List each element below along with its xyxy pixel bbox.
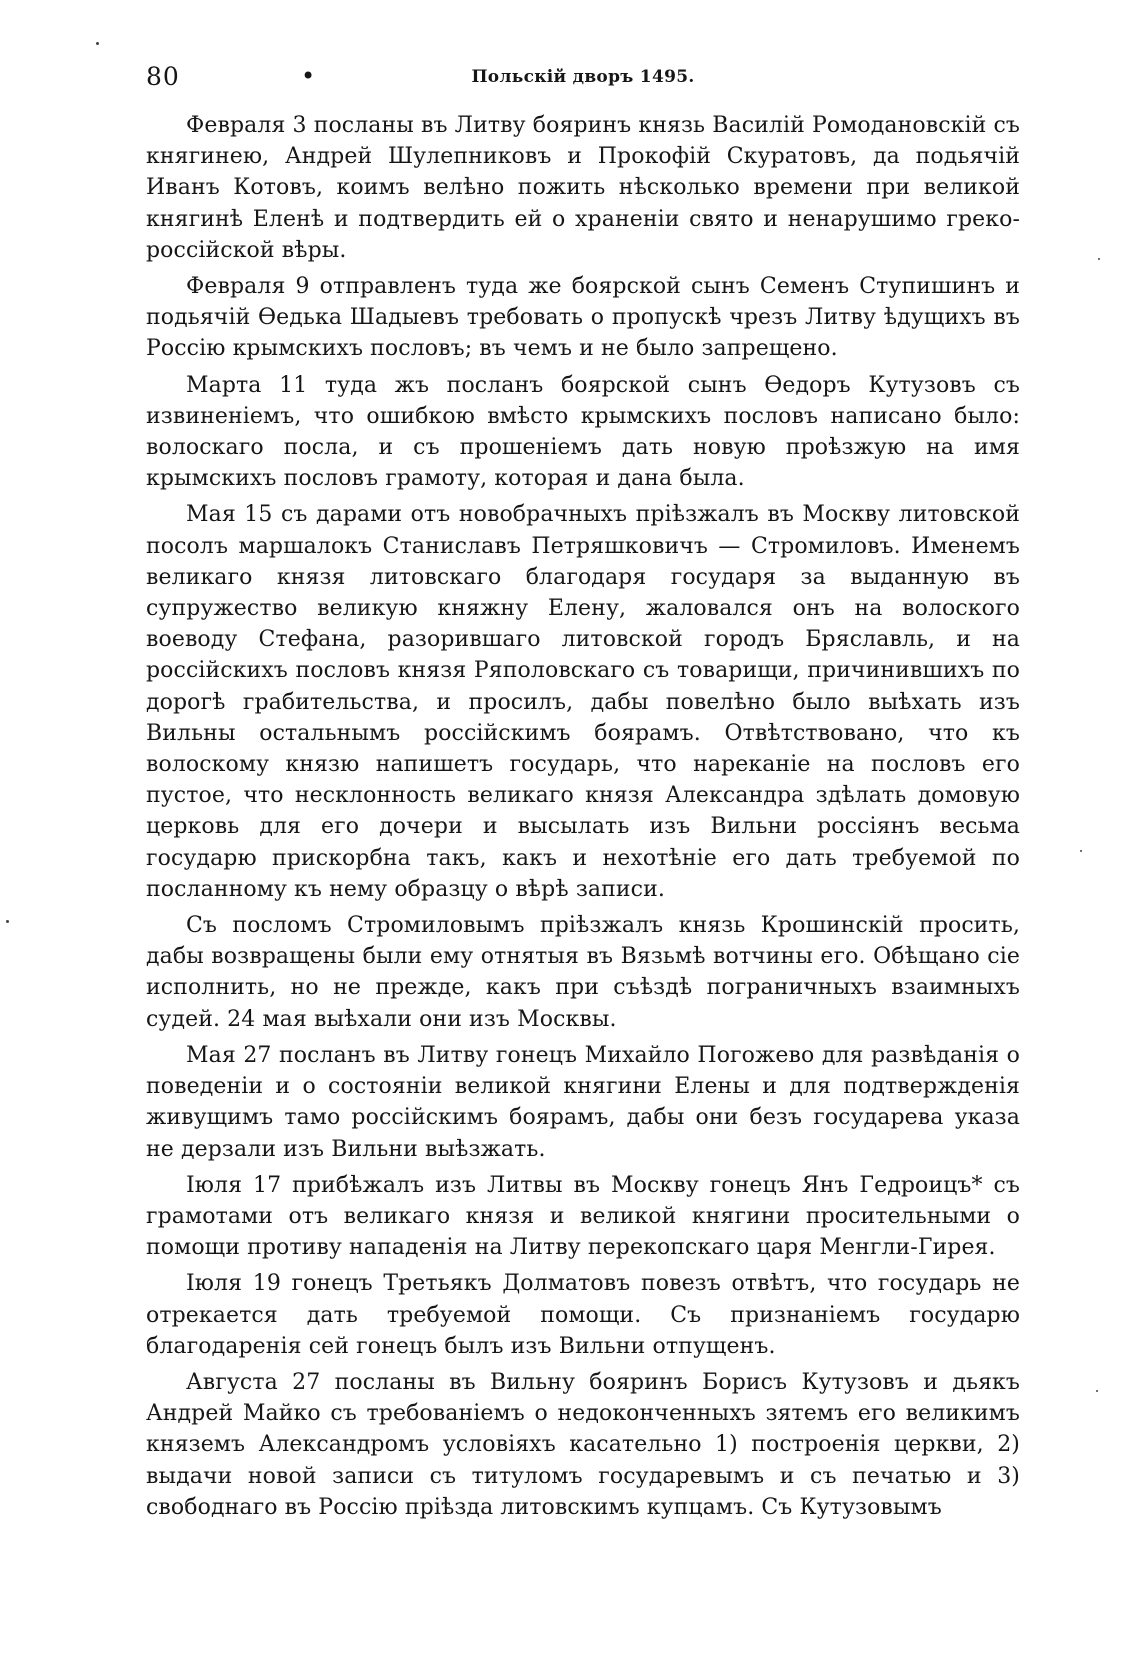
body-text [146, 110, 1020, 1523]
scan-speck [6, 920, 9, 923]
paragraph-may-15: Мая 15 съ дарами отъ новобрачныхъ пріѣзжалъ въ Москву литовской посолъ маршалокъ Станиславъ Петряшковичъ — Стромиловъ. Именемъ великаго князя литовскаго благодаря государя за выданную въ супружество великую княжну Елену, жаловался онъ на волоского воеводу Стефана, разорившаго литовской городъ Бряславль, и на россійскихъ пословъ князя Ряполовскаго съ товарищи, причинившихъ по дорогѣ грабительства, и просилъ, дабы повелѣно было выѣхать изъ Вильны остальнымъ россійскимъ боярамъ. Отвѣтствовано, что къ волоскому князю напишетъ государь, что нареканіе на пословъ его пустое, что несклонность великаго князя Александра здѣлать домовую церковь для его дочери и высылать изъ Вильни россіянъ весьма государю прискорбна такъ, какъ и нехотѣніе его дать требуемой по посланному къ нему образцу о вѣрѣ записи. [146, 502, 1020, 902]
paragraph-feb-9: Февраля 9 отправленъ туда же боярской сынъ Семенъ Ступишинъ и подьячій Ѳедька Шадыевъ требовать о пропускѣ чрезъ Литву ѣдущихъ въ Россію крымскихъ пословъ; въ чемъ и не было запрещено. [146, 274, 1020, 362]
paragraph-mar-11: Марта 11 туда жъ посланъ боярской сынъ Ѳедоръ Кутузовъ съ извиненіемъ, что ошибкою вмѣсто крымскихъ пословъ написано было: волоскаго посла, и съ прошеніемъ дать новую проѣзжую на имя крымскихъ пословъ грамоту, которая и дана была. [146, 372, 1020, 492]
running-title: Польскій дворъ 1495. [471, 67, 695, 87]
paragraph-jul-17: Іюля 17 прибѣжалъ изъ Литвы въ Москву гонецъ Янъ Гедроицъ* съ грамотами отъ великаго князя и великой княгини просительными о помощи противу нападенія на Литву перекопскаго царя Менгли-Гирея. [146, 1172, 1020, 1261]
paragraph-may-27: Мая 27 посланъ въ Литву гонецъ Михайло Погожево для развѣданія о поведеніи и о состояніи великой княгини Елены и для подтвержденія живущимъ тамо россійскимъ боярамъ, дабы они безъ государева указа не дерзали изъ Вильни выѣзжать. [146, 1042, 1020, 1162]
page-number: 80 [146, 62, 180, 91]
scan-speck [96, 42, 99, 45]
scan-speck [1098, 258, 1100, 260]
paragraph-kroshinsky: Съ посломъ Стромиловымъ пріѣзжалъ князь Крошинскій просить, дабы возвращены были ему отнятыя въ Вязьмѣ вотчины его. Обѣщано сіе исполнить, но не прежде, какъ при съѣздѣ пограничныхъ взаимныхъ судей. 24 мая выѣхали они изъ Москвы. [146, 913, 1020, 1032]
paragraph-feb-3: Февраля 3 посланы въ Литву бояринъ князь Василій Ромодановскій съ княгинею, Андрей Шулепниковъ и Прокофій Скуратовъ, да подьячій Иванъ Котовъ, коимъ велѣно пожить нѣсколько времени при великой княгинѣ Еленѣ и подтвердить ей о храненіи свято и ненарушимо греко-россійской вѣры. [146, 113, 1020, 263]
scan-speck [1096, 1390, 1098, 1392]
paragraph-aug-27: Августа 27 посланы въ Вильну бояринъ Борисъ Кутузовъ и дьякъ Андрей Майко съ требованіемъ о недоконченныхъ зятемъ его великимъ княземъ Александромъ условіяхъ касательно 1) построенія церкви, 2) выдачи новой записи съ титуломъ государевымъ и съ печатью и 3) свободнаго въ Россію пріѣзда литовскимъ купцамъ. Съ Кутузовымъ [146, 1369, 1020, 1520]
paragraph-jul-19: Іюля 19 гонецъ Третьякъ Долматовъ повезъ отвѣтъ, что государь не отрекается дать требуемой помощи. Съ признаніемъ государю благодаренія сей гонецъ былъ изъ Вильни отпущенъ. [146, 1271, 1020, 1359]
page-header [146, 62, 1020, 98]
scan-speck [1080, 850, 1082, 852]
header-dot: • [301, 62, 316, 90]
